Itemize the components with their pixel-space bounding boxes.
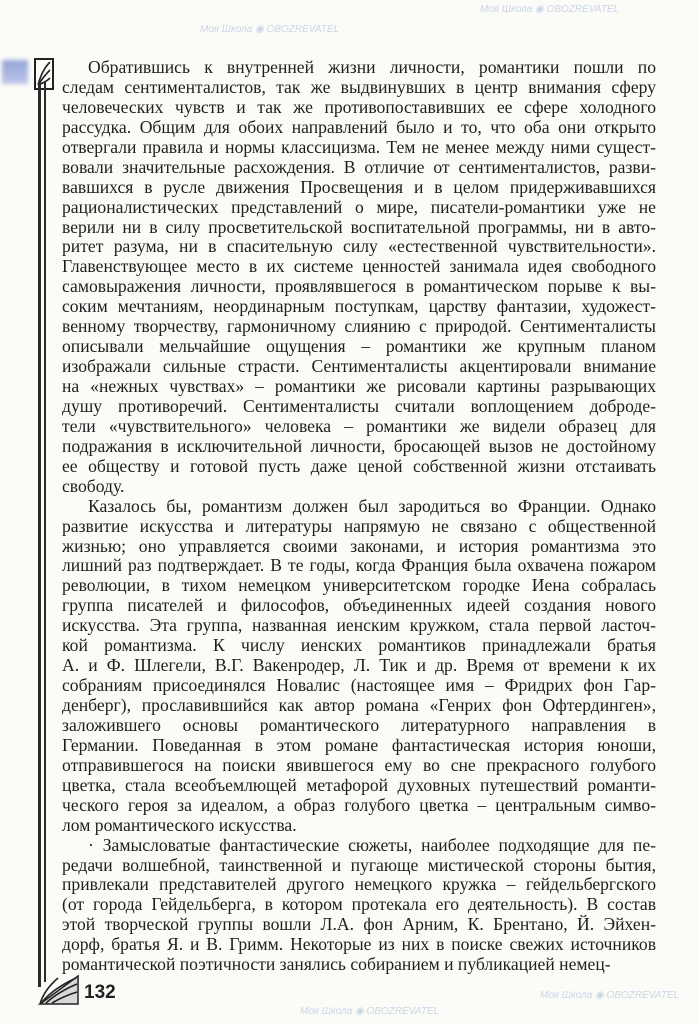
text-line: цветка, стала всеобъемлющей метафорой духовных путешествий романти- xyxy=(62,775,656,795)
text-line: верили ни в силу просветительской воспитательной программы, ни в авто- xyxy=(62,217,656,237)
watermark: Моя Школа ◉ OBOZREVATEL xyxy=(480,4,620,15)
text-line: тели «чувствительного» человека – романтики же видели образец для xyxy=(62,416,656,436)
text-line: революции, в тихом немецком университетском городке Иена собралась xyxy=(62,576,656,596)
text-line: описывали мельчайшие ощущения – романтики же крупным планом xyxy=(62,337,656,357)
text-line: подражания в исключительной личности, бросающей вызов не достойному xyxy=(62,436,656,456)
text-line: соким мечтаниям, неординарным поступкам, царству фантазии, художест- xyxy=(62,297,656,317)
text-line: душу противоречий. Сентименталисты считали воплощением доброде- xyxy=(62,396,656,416)
text-line: жизнью; оно управляется своими законами, и история романтизма это xyxy=(62,536,656,556)
text-line: Германии. Поведанная в этом романе фантастическая история юноши, xyxy=(62,735,656,755)
text-line: · Замысловатые фантастические сюжеты, наиболее подходящие для пе- xyxy=(88,835,656,855)
text-line: искусства. Эта группа, названная иенским кружком, стала первой ласточ- xyxy=(62,616,656,636)
text-line: романтической поэтичности занялись собиранием и публикацией немец- xyxy=(62,955,611,975)
margin-rule xyxy=(38,82,41,987)
text-line: Обратившись к внутренней жизни личности, романтики пошли по xyxy=(88,58,656,77)
text-line: отправившегося на поиски явившегося ему во сне прекрасного голубого xyxy=(62,755,656,775)
text-line: редачи волшебной, таинственной и пугающе мистической стороны бытия, xyxy=(62,855,656,875)
text-line: ритет разума, ни в спасительную силу «естественной чувствительности». xyxy=(62,237,656,257)
text-line: заложившего основы романтического литературного направления в xyxy=(62,715,656,735)
text-line: собраниям присоединялся Новалис (настоящее имя – Фридрих фон Гар- xyxy=(62,676,656,696)
text-line: лом романтического искусства. xyxy=(62,815,297,835)
text-line: дорф, братья Я. и В. Гримм. Некоторые из них в поиске свежих источников xyxy=(62,935,656,955)
page-edge-tab xyxy=(2,60,28,84)
page-ornament-icon xyxy=(36,972,82,1006)
text-line: этой творческой группы вошли Л.А. фон Арним, К. Брентано, Й. Эйхен- xyxy=(62,915,656,935)
text-line: привлекали представителей другого немецкого кружка – гейдельбергского xyxy=(62,875,656,895)
text-line: изображали сильные страсти. Сентименталисты акцентировали внимание xyxy=(62,357,656,377)
text-line: вавшихся в русле движения Просвещения и в целом придерживавшихся xyxy=(62,177,656,197)
text-line: А. и Ф. Шлегели, В.Г. Вакенродер, Л. Тик и др. Время от времени к их xyxy=(62,656,656,676)
text-line: вовали значительные расхождения. В отличие от сентименталистов, разви- xyxy=(62,157,656,177)
margin-rule-thin xyxy=(44,82,46,982)
text-line: ее обществу и готовой пусть даже ценой собственной жизни отстаивать xyxy=(62,456,656,476)
watermark: Моя Школа ◉ OBOZREVATEL xyxy=(300,1006,440,1017)
page-number: 132 xyxy=(84,982,116,1003)
text-line: денберг), прославившийся как автор романа «Генрих фон Офтердинген», xyxy=(62,696,656,715)
text-line: группа писателей и философов, объединенных идеей создания нового xyxy=(62,596,656,616)
text-line: рассудка. Общим для обоих направлений было и то, что оба они открыто xyxy=(62,117,656,137)
text-line: следам сентименталистов, так же выдвинувших в центр внимания сферу xyxy=(62,77,656,97)
watermark: Моя Школа ◉ OBOZREVATEL xyxy=(540,990,680,1001)
text-line: ческого героя за идеалом, а образ голубого цветка – центральным симво- xyxy=(62,795,656,815)
watermark: Моя Школа ◉ OBOZREVATEL xyxy=(200,24,340,35)
body-text xyxy=(62,58,656,975)
text-line: развитие искусства и литературы напрямую не связано с общественной xyxy=(62,516,656,536)
text-line: отвергали правила и нормы классицизма. Тем не менее между ними сущест- xyxy=(62,137,656,157)
text-line: свободу. xyxy=(62,476,125,496)
text-line: на «нежных чувствах» – романтики же рисовали картины разрывающих xyxy=(62,377,656,396)
text-line: Главенствующее место в их системе ценностей занимала идея свободного xyxy=(62,257,656,277)
text-line: венному творчеству, гармоничному слиянию с природой. Сентименталисты xyxy=(62,317,656,337)
text-line: лишний раз подтверждает. В те годы, когда Франция была охвачена пожаром xyxy=(62,556,656,576)
text-line: (от города Гейдельберга, в котором протекала его деятельность). В состав xyxy=(62,895,656,915)
text-line: кой романтизма. К числу иенских романтиков принадлежали братья xyxy=(62,636,656,656)
text-line: Казалось бы, романтизм должен был зародиться во Франции. Однако xyxy=(88,496,656,516)
text-line: самовыражения личности, проявлявшегося в романтическом порыве к вы- xyxy=(62,277,656,297)
text-line: рационалистических представлений о мире, писатели-романтики уже не xyxy=(62,197,656,217)
text-line: человеческих чувств и так же противопоставивших ее сфере холодного xyxy=(62,97,656,117)
